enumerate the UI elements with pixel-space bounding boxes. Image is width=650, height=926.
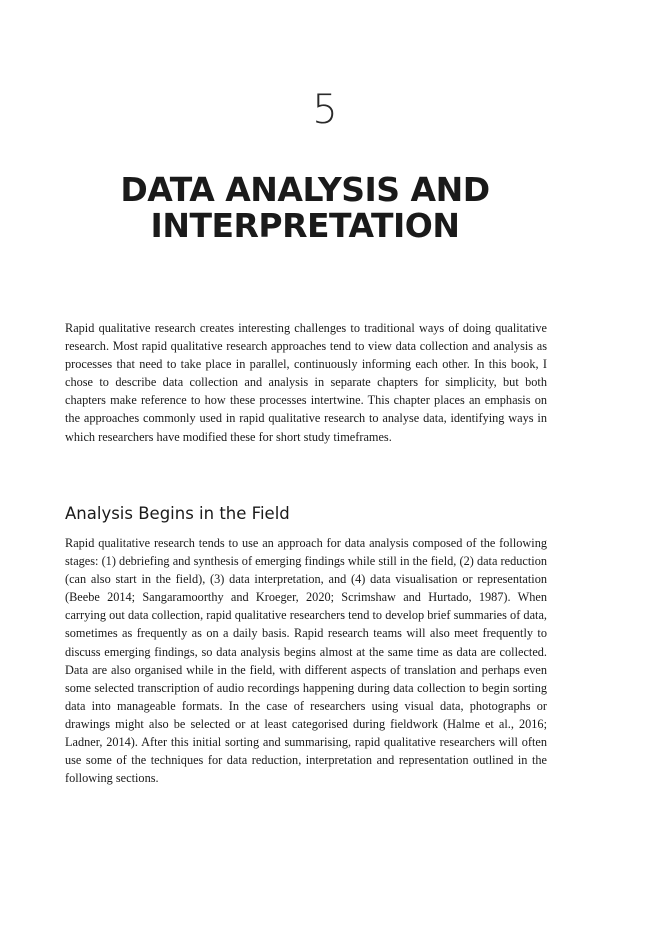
section-heading: Analysis Begins in the Field <box>65 504 290 523</box>
chapter-title-line: DATA ANALYSIS AND <box>120 170 490 210</box>
section-paragraph: Rapid qualitative research tends to use an approach for data analysis composed of the following stages: (1) debriefing and synthesis of emerging findings while still in the field, (2) data reduction (can also start in the field), (3) data interpretation, and (4) data visualisation or representation (Beebe 2014; Sangaramoorthy and Kroeger, 2020; Scrimshaw and Hurtado, 1987). When carrying out data collection, rapid qualitative researchers tend to develop brief summaries of data, sometimes as frequently as on a daily basis. Rapid research teams will also meet frequently to discuss emerging findings, so data analysis begins almost at the same time as data are collected. Data are also organised while in the field, with different aspects of translation and perhaps even some selected transcription of audio recordings happening during data collection to begin sorting data into manageable formats. In the case of researchers using visual data, photographs or drawings might also be selected or at least categorised during fieldwork (Halme et al., 2016; Ladner, 2014). After this initial sorting and summarising, rapid qualitative researchers will often use some of the techniques for data reduction, interpretation and representation outlined in the following sections. <box>65 536 547 786</box>
chapter-title <box>0 172 610 244</box>
intro-paragraph: Rapid qualitative research creates interesting challenges to traditional ways of doing qualitative research. Most rapid qualitative research approaches tend to view data collection and analysis as processes that need to take place in parallel, continuously informing each other. In this book, I chose to describe data collection and analysis in separate chapters for simplicity, but both chapters make reference to how these processes intertwine. This chapter places an emphasis on the approaches commonly used in rapid qualitative research to analyse data, identifying ways in which researchers have modified these for short study timeframes. <box>65 321 547 444</box>
chapter-number: 5 <box>312 87 338 133</box>
chapter-title-line: INTERPRETATION <box>150 206 460 246</box>
